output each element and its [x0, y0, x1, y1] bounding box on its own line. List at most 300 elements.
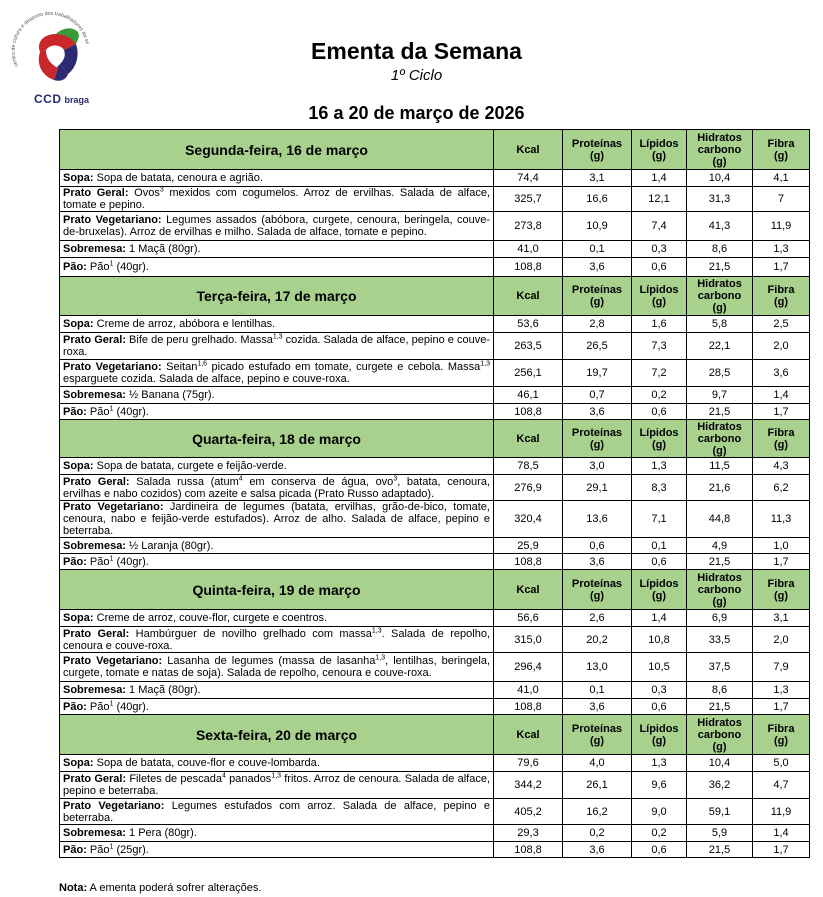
dish-label: Prato Vegetariano:: [63, 799, 165, 812]
kcal-value: 108,8: [494, 842, 563, 858]
kcal-value: 405,2: [494, 799, 563, 825]
menu-item-row: [60, 316, 810, 333]
menu-item-row: [60, 258, 810, 277]
allergen-superscript: 1: [109, 699, 114, 707]
lip-value: 0,6: [632, 404, 687, 420]
lipids-header-unit: (g): [651, 438, 667, 451]
fiber-header: [753, 130, 810, 170]
fib-value: 7: [753, 187, 810, 212]
hid-value: 31,3: [687, 187, 753, 212]
day-header-row: [60, 277, 810, 316]
dish-label: Sopa:: [63, 612, 94, 624]
lip-value: 0,6: [632, 554, 687, 570]
prot-value: 16,2: [563, 799, 632, 825]
prot-value: 2,6: [563, 610, 632, 627]
prot-value: 3,6: [563, 699, 632, 715]
fiber-header-unit: (g): [773, 296, 789, 308]
kcal-value: 108,8: [494, 699, 563, 715]
note-text: A ementa poderá sofrer alterações.: [87, 882, 262, 894]
lip-value: 7,3: [632, 333, 687, 360]
protein-header-line: Proteínas: [571, 284, 623, 296]
protein-header-unit: (g): [589, 149, 605, 162]
lip-value: 7,1: [632, 501, 687, 538]
dish-label: Prato Vegetariano:: [63, 361, 162, 373]
carbs-header-unit: (g): [712, 155, 727, 168]
fib-value: 2,0: [753, 627, 810, 653]
dish-text: Jardineira de legumes (batata, ervilhas, grão-de-bico, tomate, cenoura, nabo e feijão-verde estufados). Arroz de alho. Salada de alface, pepino e beterraba.: [63, 501, 490, 537]
day-header-row: [60, 420, 810, 458]
prot-value: 0,2: [563, 825, 632, 842]
prot-value: 0,1: [563, 241, 632, 258]
menu-item-row: [60, 187, 810, 212]
kcal-header: [494, 420, 563, 458]
fib-value: 1,7: [753, 842, 810, 858]
dish-text: Legumes estufados com arroz. Salada de alface, pepino e beterraba.: [63, 799, 490, 824]
hid-value: 41,3: [687, 212, 753, 241]
allergen-superscript: 4: [238, 474, 243, 482]
lip-value: 8,3: [632, 475, 687, 501]
menu-item-row: [60, 458, 810, 475]
fiber-header-unit: (g): [773, 734, 789, 747]
hid-value: 21,5: [687, 699, 753, 715]
prot-value: 3,6: [563, 842, 632, 858]
kcal-value: 320,4: [494, 501, 563, 538]
lip-value: 1,4: [632, 170, 687, 187]
dish-label: Prato Geral:: [63, 773, 127, 785]
carbs-header-unit: (g): [712, 740, 727, 753]
hid-value: 9,7: [687, 387, 753, 404]
lip-value: 0,6: [632, 258, 687, 277]
logo-letters: CCD: [34, 92, 62, 106]
menu-item-row: [60, 501, 810, 538]
dish-text: , lentilhas, beringela, curgete, tomate e natas de soja). Salada de repolho, cenoura e couve-roxa.: [63, 655, 490, 679]
lip-value: 1,4: [632, 610, 687, 627]
lip-value: 7,2: [632, 360, 687, 387]
protein-header: [563, 420, 632, 458]
lipids-header-unit: (g): [651, 296, 667, 308]
dish-label: Sobremesa:: [63, 684, 126, 696]
lipids-header: [632, 715, 687, 755]
dish-text: Seitan: [161, 361, 198, 373]
dish-description: [60, 538, 494, 554]
protein-header-unit: (g): [589, 589, 605, 602]
dish-text: Legumes assados (abóbora, curgete, cenoura, beringela, couve-de-bruxelas). Arroz de ervilhas e milho. Salada de alface, tomate e pepino.: [63, 214, 490, 238]
lip-value: 0,1: [632, 538, 687, 554]
fiber-header: [753, 277, 810, 316]
protein-header: [563, 130, 632, 170]
carbs-header-unit: (g): [712, 302, 727, 314]
lip-value: 0,6: [632, 699, 687, 715]
lipids-header-unit: (g): [651, 149, 667, 162]
kcal-header-text: Kcal: [516, 583, 540, 596]
dish-text: . Salada de repolho, cenoura e couve-roxa.: [63, 627, 491, 652]
fib-value: 6,2: [753, 475, 810, 501]
lipids-header: [632, 277, 687, 316]
prot-value: 0,1: [563, 682, 632, 699]
prot-value: 26,5: [563, 333, 632, 360]
fib-value: 1,7: [753, 554, 810, 570]
carbs-header-line: Hidratos: [697, 278, 742, 290]
allergen-superscript: 3: [393, 474, 398, 482]
dish-text: 1 Pera (80gr).: [125, 827, 197, 839]
lip-value: 0,2: [632, 825, 687, 842]
fiber-header-line: Fibra: [767, 722, 795, 735]
lip-value: 7,4: [632, 212, 687, 241]
dish-text: Lasanha de legumes (massa de lasanha: [162, 655, 376, 667]
carbs-header: [687, 277, 753, 316]
menu-item-row: [60, 653, 810, 682]
lip-value: 1,3: [632, 458, 687, 475]
allergen-superscript: 4: [221, 772, 226, 780]
menu-item-row: [60, 241, 810, 258]
dish-text: ½ Banana (75gr).: [125, 389, 215, 401]
protein-header: [563, 277, 632, 316]
prot-value: 4,0: [563, 755, 632, 772]
dish-text: esparguete cozida. Salada de alface, pepino e couve-roxa.: [63, 373, 350, 385]
dish-text: Salada russa (atum: [129, 475, 239, 488]
dish-text: panados: [225, 773, 272, 785]
day-title: Terça-feira, 17 de março: [60, 277, 494, 316]
kcal-value: 108,8: [494, 554, 563, 570]
hid-value: 11,5: [687, 458, 753, 475]
dish-description: [60, 842, 494, 858]
fiber-header-unit: (g): [773, 438, 789, 451]
fib-value: 1,7: [753, 404, 810, 420]
dish-text: (40gr).: [113, 555, 149, 568]
dish-description: [60, 333, 494, 360]
carbs-header: [687, 715, 753, 755]
allergen-superscript: 1: [109, 260, 114, 268]
dish-description: [60, 212, 494, 241]
hid-value: 6,9: [687, 610, 753, 627]
fiber-header: [753, 420, 810, 458]
dish-text: picado estufado em tomate, curgete e cebola. Massa: [207, 361, 481, 373]
dish-label: Prato Geral:: [63, 627, 130, 640]
menu-item-row: [60, 333, 810, 360]
hid-value: 36,2: [687, 772, 753, 799]
menu-item-row: [60, 842, 810, 858]
allergen-superscript: 1,3: [272, 333, 283, 341]
fib-value: 2,0: [753, 333, 810, 360]
dish-text: (40gr).: [113, 405, 149, 418]
dish-text: 1 Maçã (80gr).: [125, 243, 201, 255]
fib-value: 11,3: [753, 501, 810, 538]
hid-value: 21,5: [687, 554, 753, 570]
kcal-value: 263,5: [494, 333, 563, 360]
kcal-value: 296,4: [494, 653, 563, 682]
carbs-header-line: Hidratos: [697, 420, 742, 433]
kcal-value: 53,6: [494, 316, 563, 333]
dish-description: [60, 755, 494, 772]
protein-header: [563, 570, 632, 610]
prot-value: 19,7: [563, 360, 632, 387]
dish-text: Pão: [86, 700, 110, 713]
lip-value: 9,0: [632, 799, 687, 825]
kcal-value: 56,6: [494, 610, 563, 627]
kcal-value: 74,4: [494, 170, 563, 187]
kcal-value: 325,7: [494, 187, 563, 212]
dish-description: [60, 799, 494, 825]
hid-value: 4,9: [687, 538, 753, 554]
kcal-value: 46,1: [494, 387, 563, 404]
dish-description: [60, 653, 494, 682]
menu-item-row: [60, 627, 810, 653]
dish-label: Pão:: [63, 261, 87, 273]
carbs-header: [687, 570, 753, 610]
hid-value: 21,5: [687, 404, 753, 420]
dish-description: [60, 627, 494, 653]
dish-text: Sopa de batata, couve-flor e couve-lombarda.: [93, 757, 320, 769]
fiber-header-line: Fibra: [767, 426, 795, 439]
logo-ring-text: centro de cultura e desporto dos trabalhadores da se: [10, 10, 91, 68]
lip-value: 9,6: [632, 772, 687, 799]
lipids-header: [632, 570, 687, 610]
protein-header-unit: (g): [589, 438, 605, 451]
lipids-header-line: Lípidos: [639, 577, 679, 590]
kcal-header-text: Kcal: [516, 432, 540, 445]
hid-value: 8,6: [687, 241, 753, 258]
menu-item-row: [60, 610, 810, 627]
dish-text: ½ Laranja (80gr).: [125, 539, 214, 552]
prot-value: 3,6: [563, 258, 632, 277]
dish-description: [60, 187, 494, 212]
dish-label: Prato Vegetariano:: [63, 214, 162, 226]
menu-item-row: [60, 360, 810, 387]
dish-description: [60, 458, 494, 475]
carbs-header: [687, 420, 753, 458]
lip-value: 1,6: [632, 316, 687, 333]
allergen-superscript: 3: [159, 186, 164, 194]
dish-text: Pão: [86, 555, 110, 568]
dish-text: Pão: [86, 405, 110, 418]
lipids-header-line: Lípidos: [639, 722, 679, 735]
hid-value: 8,6: [687, 682, 753, 699]
kcal-value: 78,5: [494, 458, 563, 475]
logo-city: braga: [64, 95, 90, 105]
dish-label: Prato Geral:: [63, 187, 129, 199]
menu-item-row: [60, 538, 810, 554]
kcal-value: 41,0: [494, 682, 563, 699]
fib-value: 1,7: [753, 699, 810, 715]
prot-value: 3,1: [563, 170, 632, 187]
dish-description: [60, 170, 494, 187]
prot-value: 13,0: [563, 653, 632, 682]
footer-note: [59, 882, 261, 894]
carbs-header-line: carbono: [697, 432, 742, 445]
allergen-superscript: 1: [109, 404, 114, 412]
kcal-header-text: Kcal: [516, 143, 540, 156]
protein-header-unit: (g): [589, 296, 605, 308]
dish-description: [60, 360, 494, 387]
fib-value: 7,9: [753, 653, 810, 682]
allergen-superscript: 1,3: [371, 626, 382, 634]
prot-value: 13,6: [563, 501, 632, 538]
dish-description: [60, 772, 494, 799]
kcal-header-text: Kcal: [516, 728, 540, 741]
hid-value: 37,5: [687, 653, 753, 682]
hid-value: 21,5: [687, 842, 753, 858]
prot-value: 3,6: [563, 404, 632, 420]
dish-text: Sopa de batata, curgete e feijão-verde.: [93, 460, 287, 472]
fiber-header-line: Fibra: [767, 577, 795, 590]
carbs-header-line: Hidratos: [697, 571, 742, 584]
menu-table: [59, 129, 810, 858]
dish-label: Pão:: [63, 843, 87, 856]
dish-text: (40gr).: [113, 261, 149, 273]
allergen-superscript: 1: [109, 842, 114, 850]
day-header-row: [60, 570, 810, 610]
prot-value: 10,9: [563, 212, 632, 241]
fiber-header: [753, 570, 810, 610]
fib-value: 11,9: [753, 212, 810, 241]
dish-description: [60, 825, 494, 842]
fiber-header: [753, 715, 810, 755]
dish-description: [60, 475, 494, 501]
fib-value: 1,0: [753, 538, 810, 554]
menu-item-row: [60, 404, 810, 420]
dish-description: [60, 699, 494, 715]
fiber-header-unit: (g): [773, 589, 789, 602]
menu-item-row: [60, 170, 810, 187]
lipids-header-line: Lípidos: [639, 284, 679, 296]
carbs-header-unit: (g): [712, 595, 727, 608]
hid-value: 10,4: [687, 170, 753, 187]
dish-text: Pão: [86, 261, 110, 273]
kcal-value: 276,9: [494, 475, 563, 501]
dish-label: Pão:: [63, 555, 87, 568]
prot-value: 0,7: [563, 387, 632, 404]
lipids-header-unit: (g): [651, 734, 667, 747]
protein-header-line: Proteínas: [571, 426, 623, 439]
dish-description: [60, 258, 494, 277]
dish-text: Hambúrguer de novilho grelhado com massa: [129, 627, 372, 640]
fib-value: 2,5: [753, 316, 810, 333]
lip-value: 0,6: [632, 842, 687, 858]
protein-header-line: Proteínas: [571, 577, 623, 590]
kcal-value: 256,1: [494, 360, 563, 387]
kcal-header: [494, 130, 563, 170]
menu-item-row: [60, 799, 810, 825]
week-dates: 16 a 20 de março de 2026: [308, 103, 525, 123]
prot-value: 29,1: [563, 475, 632, 501]
prot-value: 20,2: [563, 627, 632, 653]
kcal-header: [494, 277, 563, 316]
protein-header-unit: (g): [589, 734, 605, 747]
lip-value: 0,2: [632, 387, 687, 404]
kcal-value: 344,2: [494, 772, 563, 799]
carbs-header: [687, 130, 753, 170]
prot-value: 3,6: [563, 554, 632, 570]
dish-text: Creme de arroz, abóbora e lentilhas.: [93, 318, 276, 330]
menu-item-row: [60, 699, 810, 715]
hid-value: 10,4: [687, 755, 753, 772]
carbs-header-line: Hidratos: [697, 131, 742, 144]
kcal-value: 108,8: [494, 258, 563, 277]
dish-description: [60, 501, 494, 538]
menu-item-row: [60, 475, 810, 501]
carbs-header-unit: (g): [712, 444, 727, 457]
dish-description: [60, 610, 494, 627]
allergen-superscript: 1,3: [480, 360, 490, 368]
kcal-header: [494, 715, 563, 755]
menu-item-row: [60, 212, 810, 241]
protein-header: [563, 715, 632, 755]
menu-item-row: [60, 755, 810, 772]
dish-text: mexidos com cogumelos. Arroz de ervilhas. Salada de alface, tomate e pepino.: [63, 187, 491, 211]
lipids-header-unit: (g): [651, 589, 667, 602]
dish-label: Sopa:: [63, 757, 94, 769]
dish-label: Prato Vegetariano:: [63, 655, 163, 667]
fib-value: 4,3: [753, 458, 810, 475]
dish-text: Bife de peru grelhado. Massa: [125, 334, 273, 346]
fib-value: 11,9: [753, 799, 810, 825]
day-header-row: [60, 130, 810, 170]
kcal-value: 41,0: [494, 241, 563, 258]
day-title: Sexta-feira, 20 de março: [60, 715, 494, 755]
dish-label: Sopa:: [63, 172, 94, 184]
day-title: Quarta-feira, 18 de março: [60, 420, 494, 458]
menu-item-row: [60, 387, 810, 404]
lip-value: 1,3: [632, 755, 687, 772]
hid-value: 22,1: [687, 333, 753, 360]
dish-description: [60, 387, 494, 404]
day-header-row: [60, 715, 810, 755]
kcal-header: [494, 570, 563, 610]
dish-label: Sobremesa:: [63, 389, 126, 401]
allergen-superscript: 1,3: [375, 654, 386, 662]
dish-label: Sobremesa:: [63, 539, 126, 552]
kcal-value: 29,3: [494, 825, 563, 842]
prot-value: 0,6: [563, 538, 632, 554]
note-label: Nota:: [59, 882, 88, 894]
kcal-value: 108,8: [494, 404, 563, 420]
dish-text: Filetes de pescada: [126, 773, 222, 785]
dish-text: em conserva de água, ovo: [242, 475, 394, 488]
allergen-superscript: 1,6: [197, 360, 208, 368]
carbs-header-line: carbono: [697, 290, 742, 302]
menu-item-row: [60, 682, 810, 699]
prot-value: 2,8: [563, 316, 632, 333]
carbs-header-line: carbono: [697, 583, 742, 596]
dish-label: Pão:: [63, 700, 87, 713]
lip-value: 10,8: [632, 627, 687, 653]
carbs-header-line: carbono: [697, 143, 742, 156]
hid-value: 5,9: [687, 825, 753, 842]
kcal-value: 273,8: [494, 212, 563, 241]
page-subtitle: 1º Ciclo: [390, 67, 443, 84]
fib-value: 1,7: [753, 258, 810, 277]
lip-value: 0,3: [632, 241, 687, 258]
lip-value: 10,5: [632, 653, 687, 682]
lipids-header-line: Lípidos: [639, 426, 679, 439]
dish-label: Sopa:: [63, 318, 94, 330]
kcal-value: 315,0: [494, 627, 563, 653]
lipids-header-line: Lípidos: [639, 137, 679, 150]
prot-value: 16,6: [563, 187, 632, 212]
lipids-header: [632, 130, 687, 170]
dish-label: Prato Geral:: [63, 475, 130, 488]
day-title: Quinta-feira, 19 de março: [60, 570, 494, 610]
fib-value: 5,0: [753, 755, 810, 772]
dish-text: fritos. Arroz de cenoura. Salada de alface, pepino e beterraba.: [63, 773, 491, 797]
hid-value: 44,8: [687, 501, 753, 538]
fib-value: 1,4: [753, 387, 810, 404]
kcal-value: 25,9: [494, 538, 563, 554]
fiber-header-unit: (g): [773, 149, 789, 162]
hid-value: 21,6: [687, 475, 753, 501]
hid-value: 5,8: [687, 316, 753, 333]
menu-item-row: [60, 825, 810, 842]
